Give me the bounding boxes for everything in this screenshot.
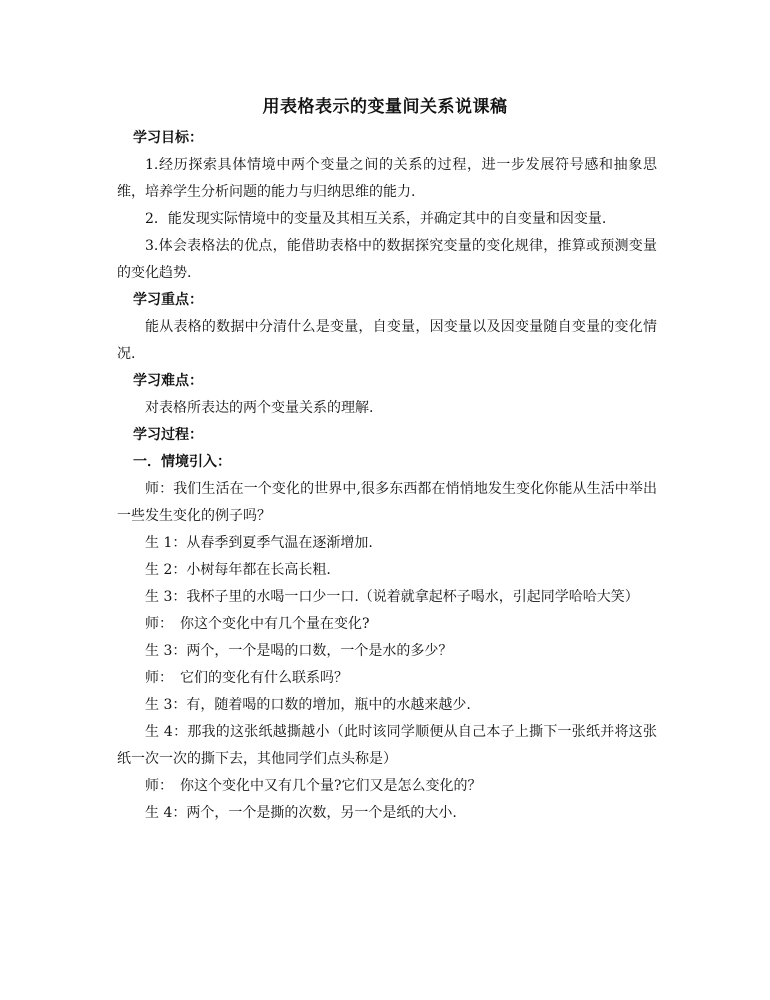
paragraph: 2．能发现实际情境中的变量及其相互关系，并确定其中的自变量和因变量. bbox=[145, 211, 607, 227]
paragraph: 能从表格的数据中分清什么是变量，自变量，因变量以及因变量随自变量的变化情况. bbox=[117, 319, 657, 362]
section-heading: 学习过程： bbox=[133, 427, 203, 443]
paragraph: 生 3：我杯子里的水喝一口少一口.（说着就拿起杯子喝水，引起同学哈哈大笑） bbox=[145, 589, 639, 605]
document-body bbox=[117, 125, 657, 827]
paragraph: 师： 你这个变化中又有几个量?它们又是怎么变化的？ bbox=[145, 778, 482, 794]
paragraph: 生 4：那我的这张纸越撕越小（此时该同学顺便从自己本子上撕下一张纸并将这张纸一次一次的撕下去，其他同学们点头称是） bbox=[117, 724, 657, 767]
paragraph: 3.体会表格法的优点，能借助表格中的数据探究变量的变化规律，推算或预测变量的变化趋势. bbox=[117, 238, 657, 281]
paragraph: 师： 你这个变化中有几个量在变化? bbox=[145, 616, 370, 632]
section-heading: 学习重点： bbox=[133, 292, 203, 308]
paragraph: 生 3：有，随着喝的口数的增加，瓶中的水越来越少. bbox=[145, 697, 471, 713]
paragraph: 生 1：从春季到夏季气温在逐渐增加. bbox=[145, 535, 373, 551]
paragraph: 师： 它们的变化有什么联系吗？ bbox=[145, 670, 348, 686]
paragraph: 生 4：两个，一个是撕的次数，另一个是纸的大小. bbox=[145, 805, 457, 821]
paragraph: 1.经历探索具体情境中两个变量之间的关系的过程，进一步发展符号感和抽象思维，培养学生分析问题的能力与归纳思维的能力. bbox=[117, 157, 657, 200]
paragraph: 生 2：小树每年都在长高长粗. bbox=[145, 562, 331, 578]
paragraph: 师：我们生活在一个变化的世界中,很多东西都在悄悄地发生变化你能从生活中举出一些发生变化的例子吗？ bbox=[117, 481, 657, 524]
section-heading: 一．情境引入： bbox=[133, 454, 231, 470]
section-heading: 学习目标： bbox=[133, 130, 203, 146]
document-title: 用表格表示的变量间关系说课稿 bbox=[262, 97, 508, 117]
paragraph: 生 3：两个，一个是喝的口数，一个是水的多少？ bbox=[145, 643, 453, 659]
paragraph: 对表格所表达的两个变量关系的理解. bbox=[145, 400, 374, 416]
section-heading: 学习难点： bbox=[133, 373, 203, 389]
